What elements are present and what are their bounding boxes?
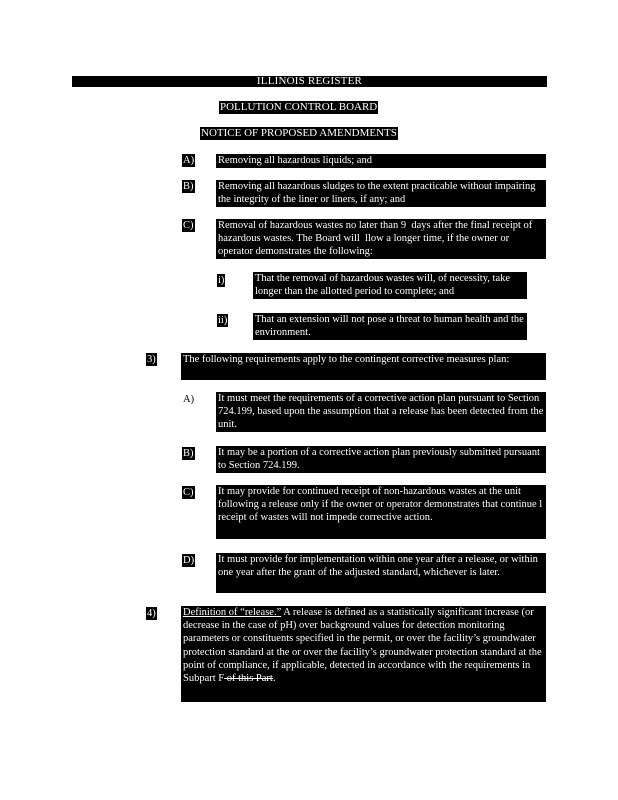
item-c-text: Removal of hazardous wastes no later than 9 days after the final receipt of hazardous wastes. The Board will llow a longer time, if the owner or operator demonstrates the following: xyxy=(216,219,546,259)
item-a-label: A) xyxy=(183,155,195,166)
section-4-label: 4) xyxy=(147,608,156,619)
item-c-ii-text: That an extension will not pose a threat to human health and the environment. xyxy=(253,313,527,340)
item-c-i-label: i) xyxy=(218,275,225,286)
board-title: POLLUTION CONTROL BOARD xyxy=(220,101,378,113)
section-3-d-text: It must provide for implementation within one year after a release, or within one year after the grant of the adjusted standard, whichever is later. xyxy=(216,553,546,593)
section-3-label: 3) xyxy=(147,354,156,365)
item-b-label: B) xyxy=(183,181,194,192)
section-3-c-label: C) xyxy=(183,487,194,498)
section-4-text xyxy=(181,606,546,702)
section-3-c-text: It may provide for continued receipt of non-hazardous wastes at the unit following a release only if the owner or operator demonstrates that continue l receipt of wastes will not impede corrective action. xyxy=(216,485,546,539)
notice-title: NOTICE OF PROPOSED AMENDMENTS xyxy=(201,127,397,139)
section-3-text: The following requirements apply to the contingent corrective measures plan: xyxy=(181,353,546,380)
section-3-b-text: It may be a portion of a corrective action plan previously submitted pursuant to Section 724.199. xyxy=(216,446,546,473)
release-definition-end: . xyxy=(272,673,276,685)
register-title: ILLINOIS REGISTER xyxy=(256,75,363,87)
item-c-label: C) xyxy=(183,220,194,231)
item-b-text: Removing all hazardous sludges to the extent practicable without impairing the integrity of the liner or liners, if any; and xyxy=(216,180,546,207)
section-3-d-label: D) xyxy=(183,555,195,566)
section-3-b-label: B) xyxy=(183,448,194,459)
item-c-ii-label: ii) xyxy=(218,315,228,326)
section-3-a-text: It must meet the requirements of a corrective action plan pursuant to Section 724.199, based upon the assumption that a release has been detected from the unit. xyxy=(216,392,546,432)
release-definition-term: Definition of “release.” xyxy=(183,607,282,618)
item-a-text: Removing all hazardous liquids; and xyxy=(216,154,546,168)
section-3-a-label: A) xyxy=(183,394,195,405)
register-header-bar xyxy=(72,76,547,87)
item-c-i-text: That the removal of hazardous wastes will, of necessity, take longer than the allotted period to complete; and xyxy=(253,272,527,299)
release-definition-body: A release is defined as a statistically significant increase (or decrease in the case of pH) over background values for detection monitoring parameters or constituents specified in the permit, or over the facility’s groundwater protection standard at the or over the facility’s groundwater protection standard at the point of compliance, if applicable, detected in accordance with the requirements in Subpart F xyxy=(183,607,542,685)
struck-text: of this Part xyxy=(224,673,273,685)
